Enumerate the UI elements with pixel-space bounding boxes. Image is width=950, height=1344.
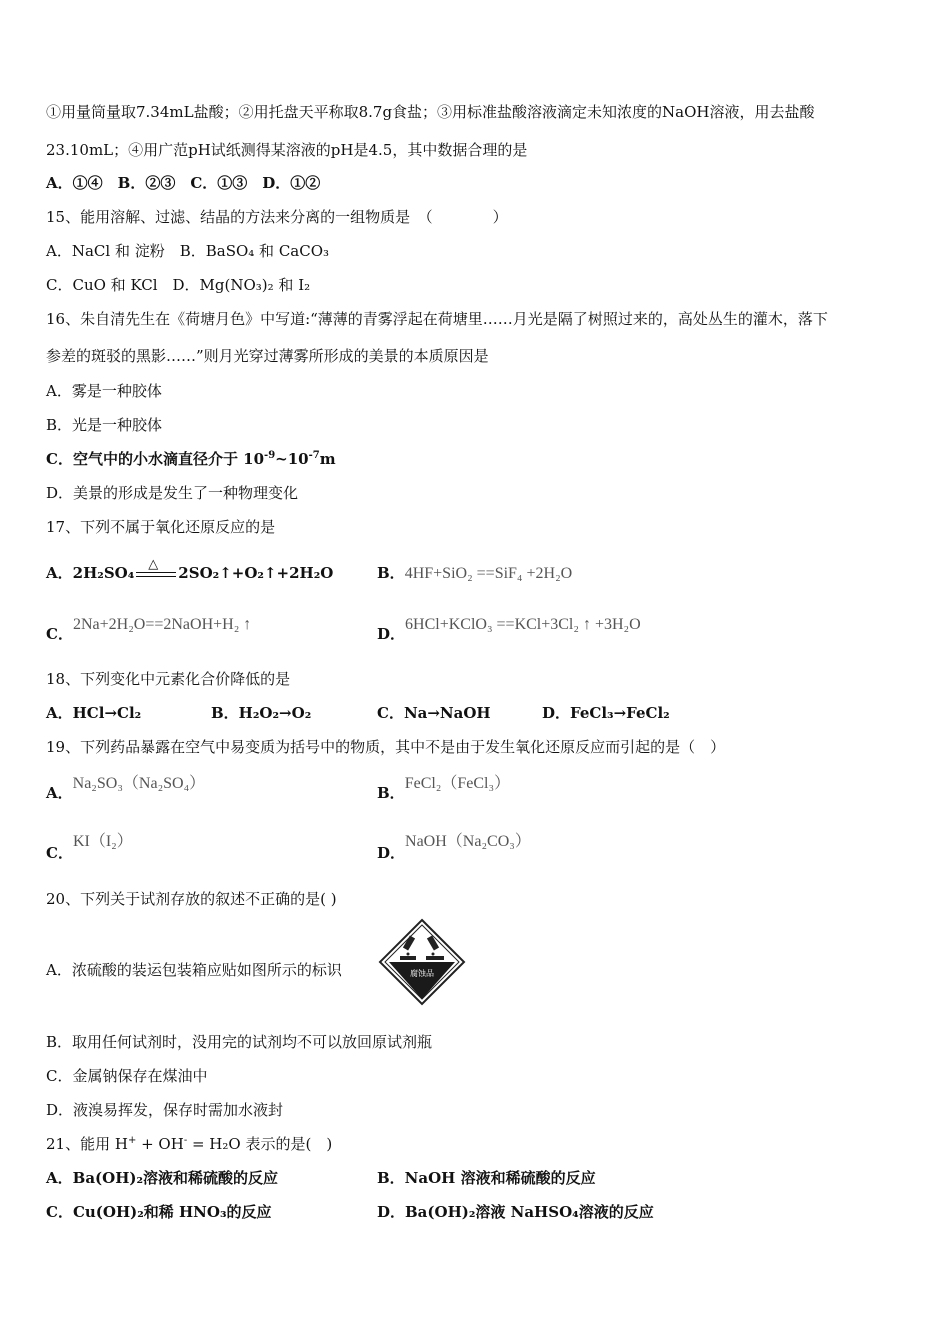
q17-option-d	[377, 614, 641, 643]
q16-option-d: D．美景的形成是发生了一种物理变化	[46, 484, 299, 502]
q17-d-equation: 6HCl+KClO₃ ==KCl+3Cl₂ ↑ +3H₂O	[405, 616, 641, 633]
q19-c-equation: KI（I₂）	[72, 833, 133, 850]
q21-stem-sup2: -	[183, 1135, 188, 1146]
q17-b-label: B．	[377, 564, 405, 582]
q17-option-b	[377, 563, 572, 584]
q16-option-a: A．雾是一种胶体	[46, 382, 162, 400]
q19-a-equation: Na₂SO₃（Na₂SO₄）	[72, 775, 206, 792]
q21-stem-pre: 21、能用 H	[46, 1135, 128, 1153]
q20-option-b: B．取用任何试剂时，没用完的试剂均不可以放回原试剂瓶	[46, 1033, 433, 1051]
q17-b-equation: 4HF+SiO₂ ==SiF₄ +2H₂O	[404, 565, 573, 582]
heat-triangle-icon: △	[148, 557, 159, 572]
q15-option-cd: C．CuO 和 KCl D．Mg(NO₃)₂ 和 I₂	[46, 276, 311, 294]
q16-c-post: m	[319, 450, 336, 468]
q20-stem: 20、下列关于试剂存放的叙述不正确的是( )	[46, 890, 337, 908]
q17-a-label: A．	[46, 564, 73, 582]
intro-options: A．①④ B．②③ C．①③ D．①②	[46, 174, 321, 192]
q20-option-d: D．液溴易挥发，保存时需加水液封	[46, 1101, 284, 1119]
q21-option-b: B．NaOH 溶液和稀硫酸的反应	[377, 1169, 596, 1187]
q19-d-label: D．	[377, 844, 406, 862]
corrosive-hazard-sign-icon	[378, 918, 466, 1006]
q16-option-b: B．光是一种胶体	[46, 416, 163, 434]
q18-option-d: D．FeCl₃→FeCl₂	[542, 704, 670, 722]
q17-stem: 17、下列不属于氧化还原反应的是	[46, 518, 276, 536]
q21-option-a: A．Ba(OH)₂溶液和稀硫酸的反应	[46, 1169, 279, 1187]
q19-option-c	[46, 831, 133, 862]
q17-a-right: 2SO₂↑+O₂↑+2H₂O	[178, 564, 334, 582]
q19-a-label: A．	[46, 784, 73, 802]
q17-option-a	[46, 557, 334, 583]
q19-option-b	[377, 773, 511, 802]
q20-option-a: A．浓硫酸的装运包装箱应贴如图所示的标识	[46, 961, 342, 979]
q15-option-ab: A．NaCl 和 淀粉 B．BaSO₄ 和 CaCO₃	[46, 242, 330, 260]
q19-d-equation: NaOH（Na₂CO₃）	[405, 833, 531, 850]
q16-c-exp2: -7	[308, 450, 320, 461]
q16-c-pre: C．空气中的小水滴直径介于 10	[46, 450, 265, 468]
q21-option-c: C．Cu(OH)₂和稀 HNO₃的反应	[46, 1203, 272, 1221]
q19-b-label: B．	[377, 784, 405, 802]
q16-stem-2: 参差的斑驳的黑影……”则月光穿过薄雾所形成的美景的本质原因是	[46, 347, 489, 365]
equals-line-bottom	[136, 576, 176, 577]
q17-c-equation: 2Na+2H₂O==2NaOH+H₂ ↑	[72, 616, 252, 633]
q17-option-c	[46, 614, 252, 643]
q16-stem-1: 16、朱自清先生在《荷塘月色》中写道:“薄薄的青雾浮起在荷塘里……月光是隔了树照过来的，高处丛生的灌木，落下	[46, 310, 828, 328]
heat-equals-sign	[134, 557, 178, 581]
q20-option-c: C．金属钠保存在煤油中	[46, 1067, 208, 1085]
q19-stem: 19、下列药品暴露在空气中易变质为括号中的物质，其中不是由于发生氧化还原反应而引起的是（ ）	[46, 738, 726, 756]
q15-stem: 15、能用溶解、过滤、结晶的方法来分离的一组物质是 （ ）	[46, 208, 508, 226]
q21-stem-post: = H₂O 表示的是( )	[187, 1135, 333, 1153]
q21-option-d: D．Ba(OH)₂溶液 NaHSO₄溶液的反应	[377, 1203, 654, 1221]
q21-stem	[46, 1134, 332, 1154]
q21-stem-mid: + OH	[136, 1135, 184, 1153]
q19-b-equation: FeCl₂（FeCl₃）	[404, 775, 511, 792]
q18-stem: 18、下列变化中元素化合价降低的是	[46, 670, 291, 688]
q18-option-c: C．Na→NaOH	[377, 704, 491, 722]
q18-option-a: A．HCl→Cl₂	[46, 704, 142, 722]
q19-option-a	[46, 773, 206, 802]
q19-option-d	[377, 831, 531, 862]
sign-label: 腐蚀品	[410, 969, 434, 978]
q16-c-exp1: -9	[264, 450, 276, 461]
q21-stem-sup1: +	[127, 1135, 137, 1146]
intro-line-1: ①用量筒量取7.34mL盐酸；②用托盘天平称取8.7g食盐；③用标准盐酸溶液滴定未知浓度的NaOH溶液，用去盐酸	[46, 103, 815, 121]
q16-option-c	[46, 449, 336, 469]
q17-a-left: 2H₂SO₄	[72, 564, 135, 582]
q19-c-label: C．	[46, 844, 73, 862]
intro-line-2: 23.10mL；④用广范pH试纸测得某溶液的pH是4.5，其中数据合理的是	[46, 141, 528, 159]
q17-c-label: C．	[46, 625, 73, 643]
q16-c-mid: ~10	[275, 450, 309, 468]
q17-d-label: D．	[377, 625, 406, 643]
equals-line-top	[136, 572, 176, 573]
q18-option-b: B．H₂O₂→O₂	[211, 704, 312, 722]
